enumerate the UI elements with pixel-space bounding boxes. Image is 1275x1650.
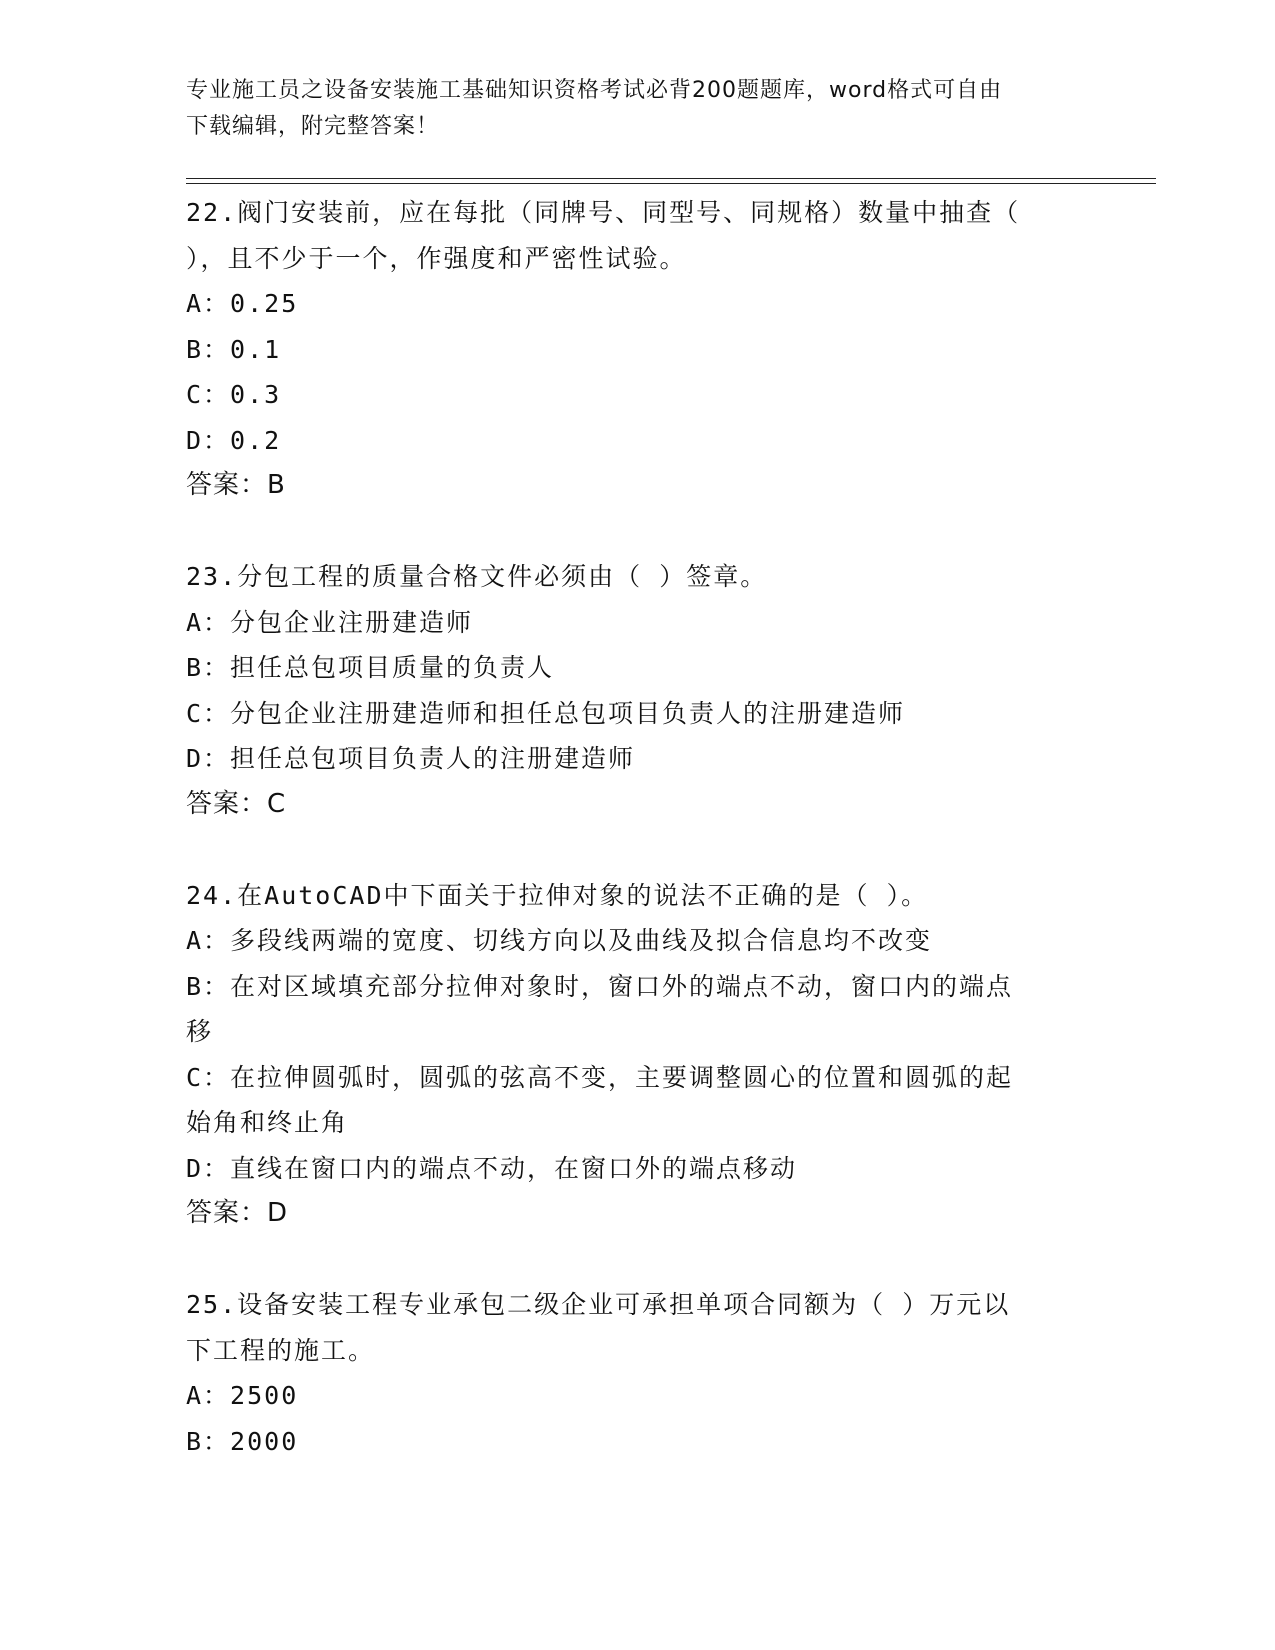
answer-option: 始角和终止角 — [186, 1108, 349, 1137]
answer-option: C：0.3 — [186, 380, 282, 409]
question-list — [186, 190, 1086, 1464]
question-spacer — [186, 509, 1086, 555]
answer-option: C：分包企业注册建造师和担任总包项目负责人的注册建造师 — [186, 698, 906, 728]
answer-option: B：0.1 — [186, 334, 282, 364]
question-stem: ），且不少于一个，作强度和严密性试验。 — [186, 243, 687, 273]
header-divider — [186, 178, 1156, 179]
correct-answer: 答案：B — [186, 470, 286, 500]
answer-option: B：担任总包项目质量的负责人 — [186, 653, 555, 682]
question-stem: 22.阀门安装前，应在每批（同牌号、同型号、同规格）数量中抽查（ — [186, 198, 1021, 227]
question-block — [186, 190, 1086, 509]
header-divider — [186, 183, 1156, 184]
answer-option: A：多段线两端的宽度、切线方向以及曲线及拟合信息均不改变 — [186, 926, 933, 955]
answer-option: A：分包企业注册建造师 — [186, 607, 474, 637]
question-block — [186, 554, 1086, 827]
answer-option: C：在拉伸圆弧时，圆弧的弦高不变，主要调整圆心的位置和圆弧的起 — [186, 1062, 1014, 1092]
correct-answer: 答案：C — [186, 788, 287, 819]
question-stem: 25.设备安装工程专业承包二级企业可承担单项合同额为（ ）万元以 — [186, 1290, 1011, 1319]
answer-option: D：0.2 — [186, 425, 282, 455]
answer-option: 移 — [186, 1017, 214, 1046]
question-block — [186, 1282, 1086, 1464]
question-block — [186, 873, 1086, 1237]
answer-option: B：2000 — [186, 1426, 299, 1456]
question-stem: 下工程的施工。 — [186, 1335, 376, 1365]
correct-answer: 答案：D — [186, 1198, 289, 1228]
question-spacer — [186, 1237, 1086, 1283]
question-stem: 24.在AutoCAD中下面关于拉伸对象的说法不正确的是（ ）。 — [186, 880, 929, 910]
document-header — [186, 73, 1066, 145]
answer-option: D：直线在窗口内的端点不动，在窗口外的端点移动 — [186, 1153, 798, 1183]
header-line: 专业施工员之设备安装施工基础知识资格考试必背200题题库，word格式可自由 — [186, 78, 1003, 103]
answer-option: A：0.25 — [186, 289, 299, 318]
header-line: 下载编辑，附完整答案！ — [186, 114, 440, 139]
question-stem: 23.分包工程的质量合格文件必须由（ ）签章。 — [186, 562, 768, 591]
question-spacer — [186, 827, 1086, 873]
answer-option: B：在对区域填充部分拉伸对象时，窗口外的端点不动，窗口内的端点 — [186, 971, 1014, 1001]
answer-option: D：担任总包项目负责人的注册建造师 — [186, 744, 636, 773]
answer-option: A：2500 — [186, 1381, 299, 1410]
